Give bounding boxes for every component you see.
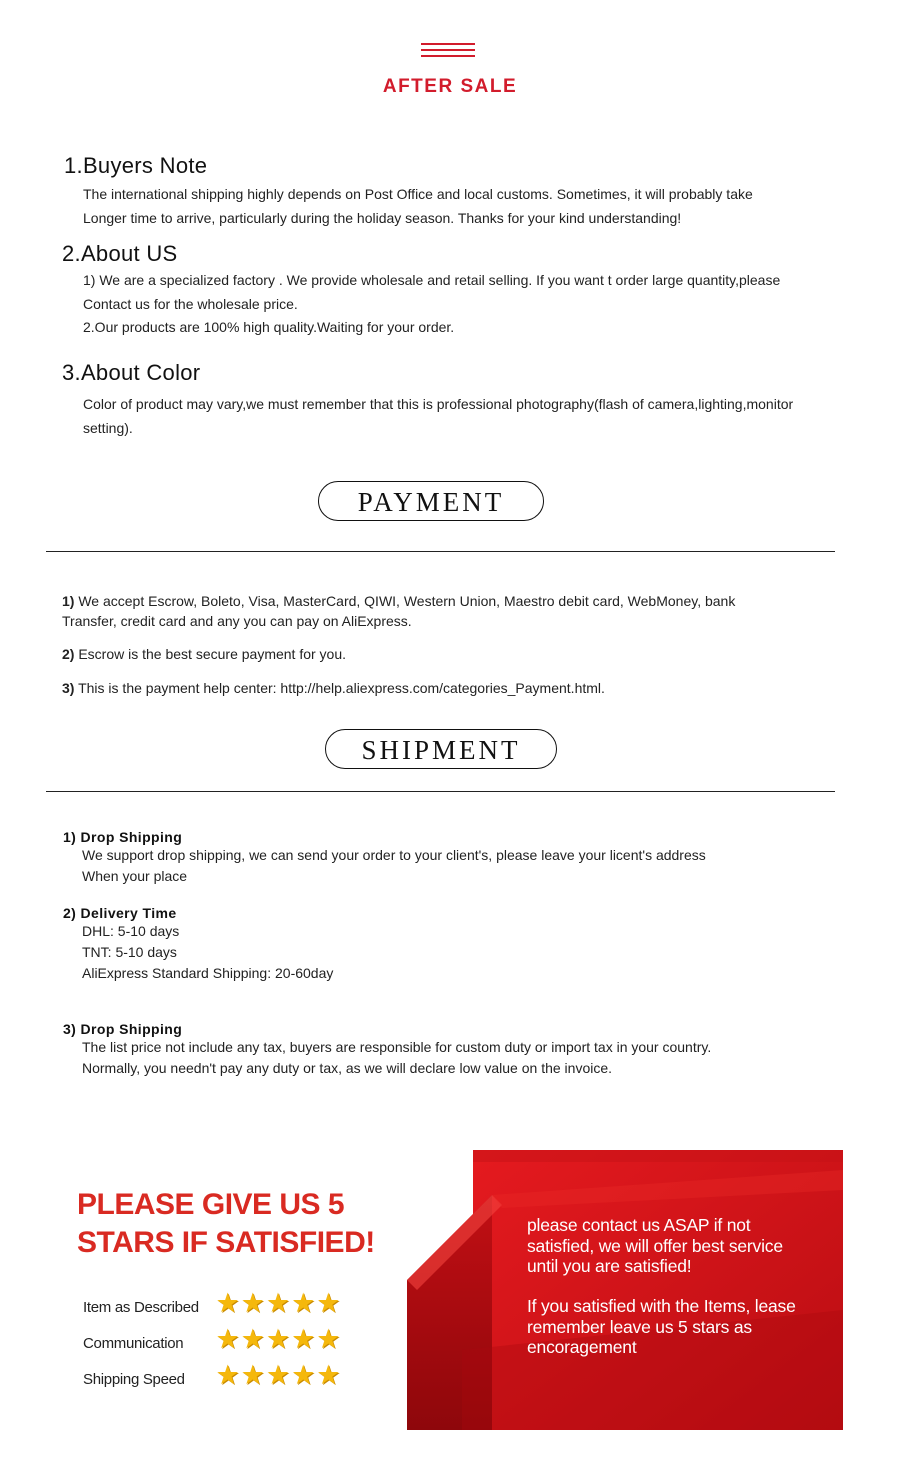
item-text: Escrow is the best secure payment for you. (78, 646, 347, 662)
rating-label: Communication (83, 1335, 184, 1352)
payment-title: PAYMENT (318, 481, 544, 521)
after-sale-title: AFTER SALE (382, 76, 518, 97)
divider (46, 791, 835, 792)
banner-headline (77, 1186, 375, 1262)
text-line: 1) We are a specialized factory . We provide wholesale and retail selling. If you want t order large quantity,please (83, 272, 781, 288)
text-line: When your place (82, 868, 188, 884)
payment-item (62, 644, 852, 664)
item-number: 2) (62, 646, 75, 662)
shipment-item-heading: 2) Delivery Time (63, 905, 177, 921)
text-line: until you are satisfied! (527, 1256, 692, 1276)
buyers-note-text (83, 183, 863, 230)
rating-label: Item as Described (83, 1299, 199, 1316)
rating-row (83, 1324, 341, 1355)
section-heading-buyers-note: 1.Buyers Note (64, 153, 208, 178)
about-color-text (83, 393, 863, 440)
text-line: Color of product may vary,we must remember that this is professional photography(flash of camera,lighting,monitor (83, 396, 794, 412)
text-line: The international shipping highly depends on Post Office and local customs. Sometimes, it will probably take (83, 186, 753, 202)
item-text: This is the payment help center: http://help.aliexpress.com/categories_Payment.html. (78, 680, 605, 696)
box-message-2 (527, 1296, 796, 1358)
text-line: remember leave us 5 stars as (527, 1316, 752, 1337)
rating-label: Shipping Speed (83, 1371, 185, 1388)
text-line: 2.Our products are 100% high quality.Waiting for your order. (83, 319, 455, 335)
shipment-item-heading: 1) Drop Shipping (63, 829, 183, 845)
text-line: please contact us ASAP if not (527, 1215, 751, 1235)
shipment-item (63, 905, 842, 984)
shipment-title: SHIPMENT (325, 729, 557, 769)
section-heading-about-color: 3.About Color (62, 360, 201, 385)
text-line: Longer time to arrive, particularly during the holiday season. Thanks for your kind understanding! (83, 209, 682, 226)
five-star-banner (62, 1150, 843, 1430)
text-line: satisfied, we will offer best service (527, 1235, 783, 1256)
text-line: Contact us for the wholesale price. (83, 295, 298, 312)
payment-item (62, 591, 852, 631)
star-icons: ★★★★★ (215, 1360, 342, 1390)
item-number: 1) (62, 593, 75, 609)
text-line: The list price not include any tax, buyers are responsible for custom duty or import tax in your country. (82, 1039, 712, 1055)
after-sale-decor-lines (421, 43, 475, 61)
headline-line: PLEASE GIVE US 5 (77, 1188, 345, 1221)
text-line: DHL: 5-10 days (82, 923, 180, 939)
about-us-text (83, 269, 863, 340)
headline-line: STARS IF SATISFIED! (77, 1226, 375, 1259)
text-line: encoragement (527, 1337, 637, 1357)
star-icons: ★★★★★ (215, 1288, 342, 1318)
divider (46, 551, 835, 552)
rating-row (83, 1288, 341, 1319)
item-text: Transfer, credit card and any you can pay on AliExpress. (62, 613, 412, 629)
text-line: We support drop shipping, we can send your order to your client's, please leave your licent's address (82, 847, 706, 863)
shipment-item (63, 829, 842, 887)
text-line: setting). (83, 419, 133, 436)
text-line: AliExpress Standard Shipping: 20-60day (82, 965, 334, 981)
payment-item (62, 678, 852, 698)
section-heading-about-us: 2.About US (62, 241, 178, 266)
text-line: TNT: 5-10 days (82, 944, 177, 960)
shipment-item-heading: 3) Drop Shipping (63, 1021, 183, 1037)
item-number: 3) (62, 680, 75, 696)
item-text: We accept Escrow, Boleto, Visa, MasterCard, QIWI, Western Union, Maestro debit card, WebMoney, bank (78, 593, 736, 609)
shipment-item (63, 1021, 862, 1079)
box-message-1 (527, 1215, 783, 1277)
rating-row (83, 1360, 341, 1391)
star-icons: ★★★★★ (215, 1324, 342, 1354)
text-line: Normally, you needn't pay any duty or tax, as we will declare low value on the invoice. (82, 1060, 613, 1076)
text-line: If you satisfied with the Items, lease (527, 1296, 796, 1316)
